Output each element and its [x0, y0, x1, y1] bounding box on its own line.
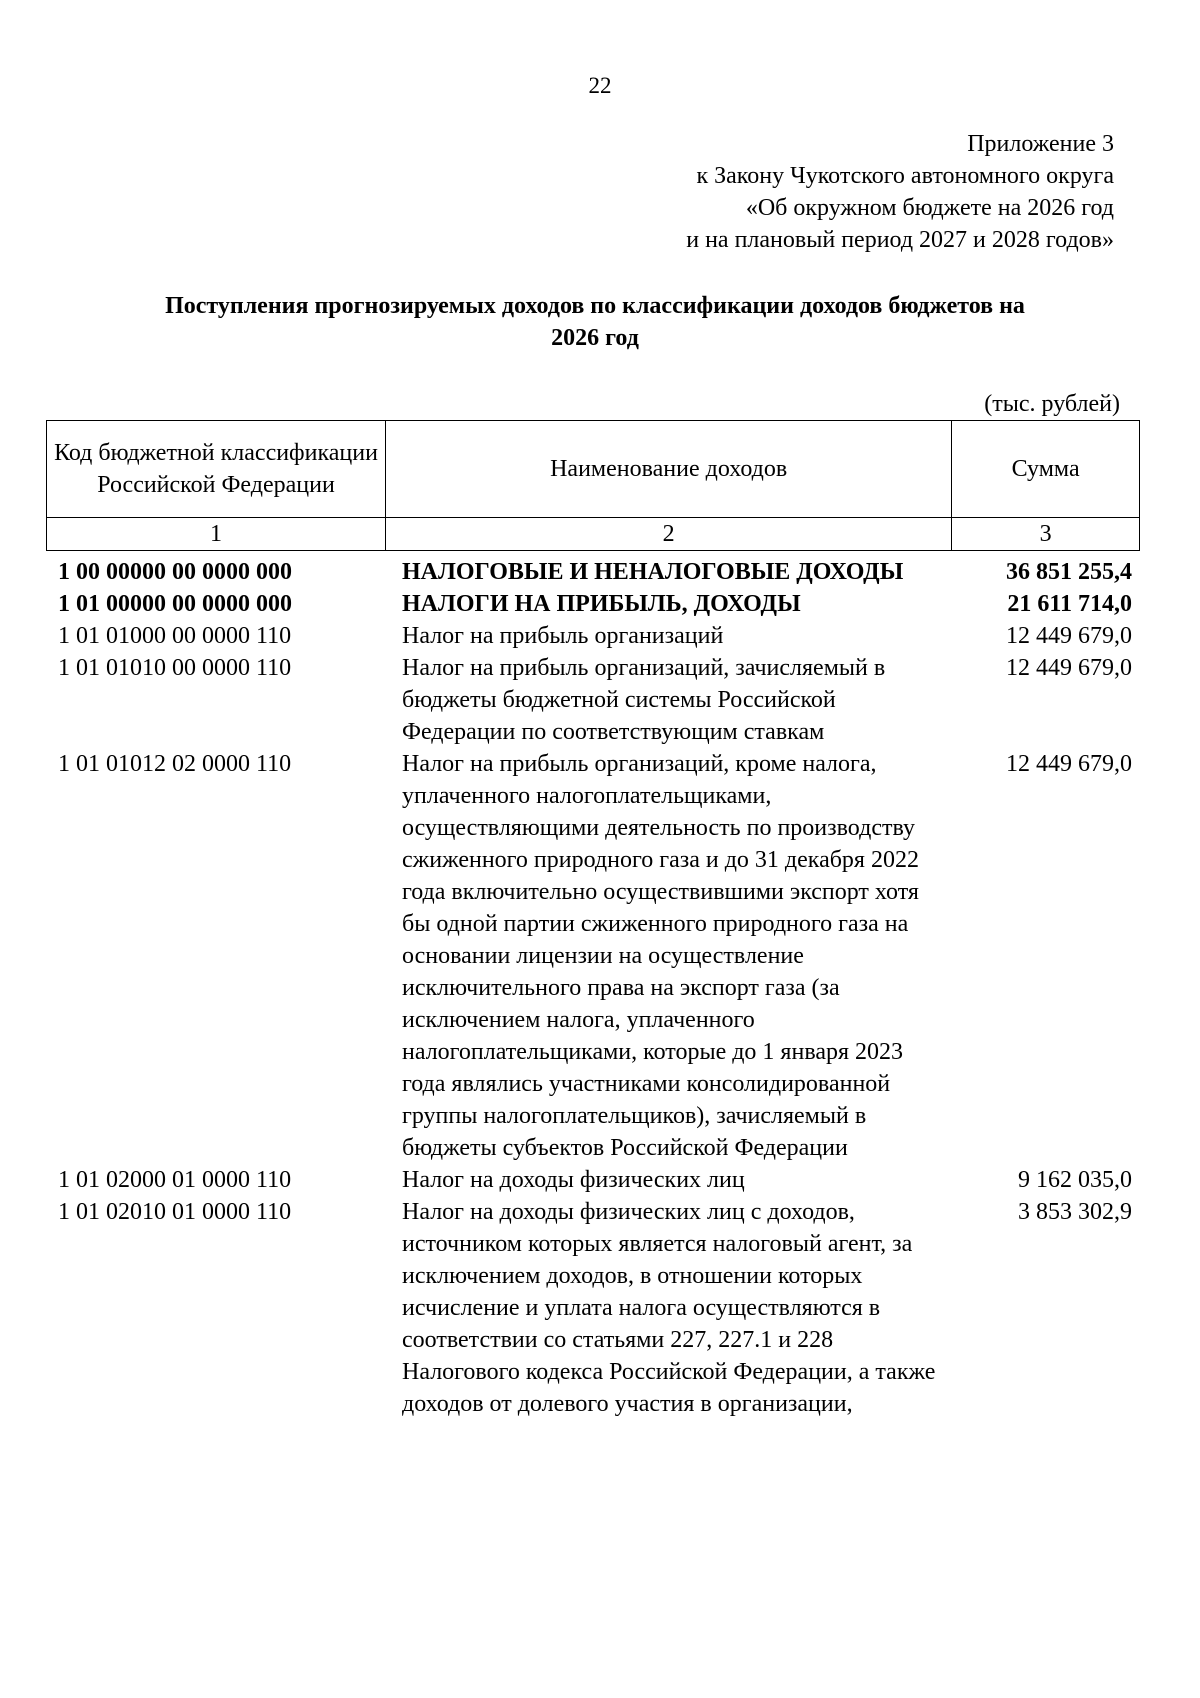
row-name: НАЛОГИ НА ПРИБЫЛЬ, ДОХОДЫ	[402, 591, 801, 617]
row-amount: 12 449 679,0	[1006, 751, 1132, 777]
column-number: 3	[952, 518, 1140, 551]
row-name: Налог на доходы физических лиц с доходов, источником которых является налоговый агент, за исключением доходов, в отношении которых исчисление и уплата налога осуществляются в соответствии со статьями 227, 227.1 и 228 Налогового кодекса Российской Федерации, а также доходов от долевого участия в организации,	[402, 1199, 936, 1417]
row-name: Налог на прибыль организаций	[402, 623, 724, 649]
annex-line: к Закону Чукотского автономного округа	[696, 163, 1114, 189]
row-name: Налог на прибыль организаций, зачисляемый в бюджеты бюджетной системы Российской Федерации по соответствующим ставкам	[402, 655, 886, 745]
annex-header	[686, 128, 1114, 256]
table-row	[58, 1164, 1132, 1196]
table-row	[58, 1196, 1132, 1420]
row-name: Налог на доходы физических лиц	[402, 1167, 745, 1193]
title-line-1: Поступления прогнозируемых доходов по классификации доходов бюджетов на	[165, 293, 1025, 319]
header-amount: Сумма	[952, 421, 1140, 518]
header-code: Код бюджетной классификации Российской Федерации	[47, 421, 386, 518]
document-title	[60, 290, 1130, 354]
page-number: 22	[588, 73, 612, 98]
row-code: 1 01 00000 00 0000 000	[58, 591, 292, 617]
title-line-2: 2026 год	[551, 325, 639, 351]
row-code: 1 01 02000 01 0000 110	[58, 1167, 292, 1193]
row-amount: 21 611 714,0	[1007, 591, 1132, 617]
row-name: Налог на прибыль организаций, кроме налога, уплаченного налогоплательщиками, осуществляющими деятельность по производству сжиженного природного газа и до 31 декабря 2022 года включительно осуществившими экспорт хотя бы одной партии сжиженного природного газа на основании лицензии на осуществление исключительного права на экспорт газа (за исключением налога, уплаченного налогоплательщиками, которые до 1 января 2023 года являлись участниками консолидированной группы налогоплательщиков), зачисляемый в бюджеты субъектов Российской Федерации	[402, 751, 919, 1161]
column-number: 2	[386, 518, 952, 551]
row-code: 1 01 01000 00 0000 110	[58, 623, 292, 649]
row-code: 1 00 00000 00 0000 000	[58, 559, 292, 585]
annex-line: и на плановый период 2027 и 2028 годов»	[686, 227, 1114, 253]
row-amount: 9 162 035,0	[1018, 1167, 1132, 1193]
column-numbers-row	[47, 518, 1140, 551]
annex-line: Приложение 3	[967, 131, 1114, 157]
row-code: 1 01 02010 01 0000 110	[58, 1199, 292, 1225]
row-amount: 12 449 679,0	[1006, 623, 1132, 649]
table-row	[58, 588, 1132, 620]
table-row	[58, 652, 1132, 748]
row-amount: 3 853 302,9	[1018, 1199, 1132, 1225]
row-amount: 36 851 255,4	[1006, 559, 1132, 585]
table-header	[46, 420, 1140, 551]
row-name: НАЛОГОВЫЕ И НЕНАЛОГОВЫЕ ДОХОДЫ	[402, 559, 904, 585]
units-label: (тыс. рублей)	[984, 391, 1120, 417]
row-code: 1 01 01012 02 0000 110	[58, 751, 292, 777]
table-header-row	[47, 421, 1140, 518]
table-row	[58, 556, 1132, 588]
row-amount: 12 449 679,0	[1006, 655, 1132, 681]
header-name: Наименование доходов	[386, 421, 952, 518]
table-row	[58, 620, 1132, 652]
column-number: 1	[47, 518, 386, 551]
table-body	[58, 556, 1132, 1420]
row-code: 1 01 01010 00 0000 110	[58, 655, 292, 681]
table-row	[58, 748, 1132, 1164]
annex-line: «Об окружном бюджете на 2026 год	[745, 195, 1114, 221]
